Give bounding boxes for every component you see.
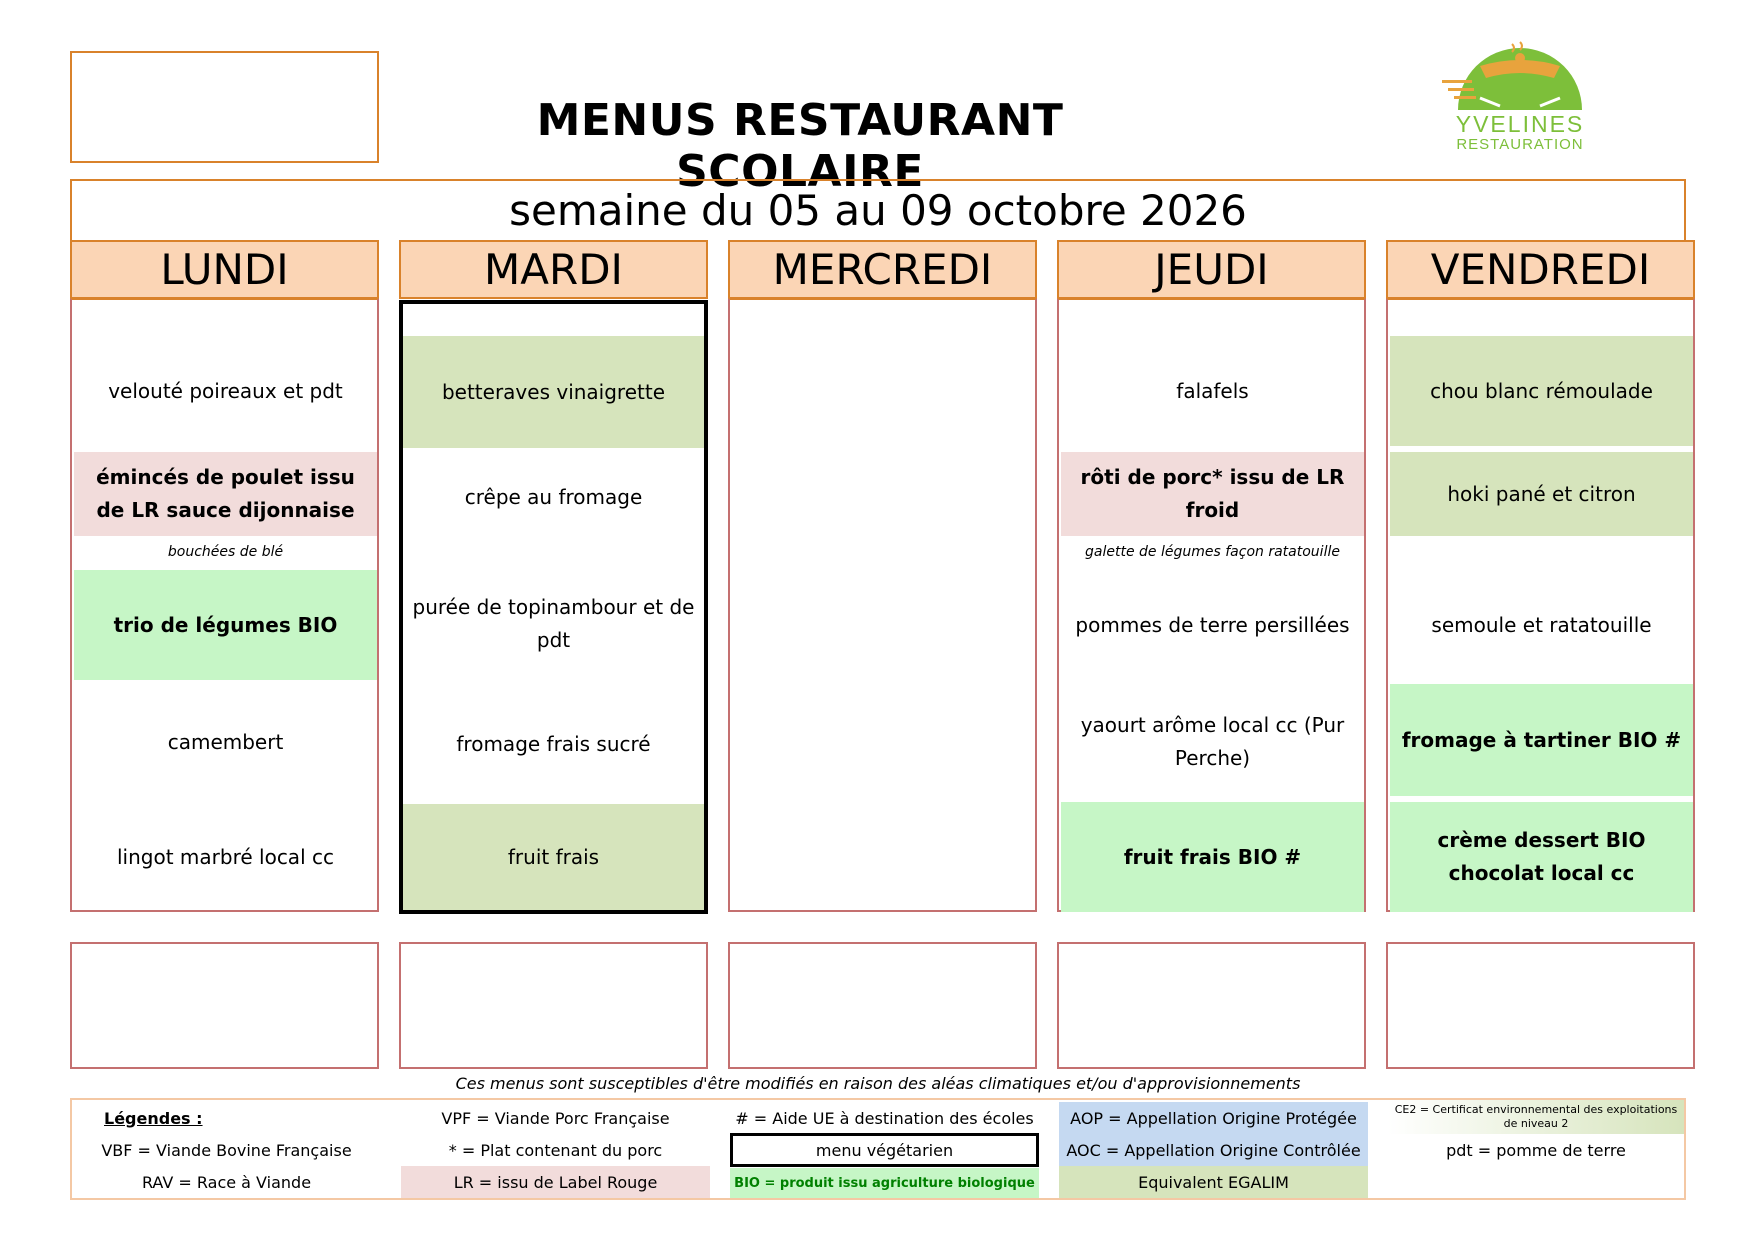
bottom-box-jeudi <box>1057 942 1366 1069</box>
legend-aop: AOP = Appellation Origine Protégée <box>1059 1102 1368 1134</box>
logo-line2: RESTAURATION <box>1456 136 1584 153</box>
dish-cheese: fromage à tartiner BIO # <box>1390 684 1693 796</box>
day-menu <box>728 298 1037 912</box>
day-menu <box>1057 298 1366 912</box>
day-header: VENDREDI <box>1386 240 1695 299</box>
dish-starter: chou blanc rémoulade <box>1390 336 1693 446</box>
dish-starter: velouté poireaux et pdt <box>108 378 343 403</box>
disclaimer-notice: Ces menus sont susceptibles d'être modifiés en raison des aléas climatiques et/ou d'approvisionnements <box>455 1074 1301 1093</box>
dish-veg-alternative: galette de légumes façon ratatouille <box>1085 544 1340 560</box>
bottom-box-mercredi <box>728 942 1037 1069</box>
dish-side: trio de légumes BIO <box>74 570 377 680</box>
bottom-box-mardi <box>399 942 708 1069</box>
dish-cheese: yaourt arôme local cc (Pur Perche) <box>1080 713 1345 770</box>
day-menu <box>1386 298 1695 912</box>
dish-veg-alternative: bouchées de blé <box>167 544 284 560</box>
legend-aide-ue: # = Aide UE à destination des écoles <box>735 1108 1034 1128</box>
bottom-box-lundi <box>70 942 379 1069</box>
page-title: MENUS RESTAURANT SCOLAIRE <box>536 95 1064 197</box>
day-header: MERCREDI <box>728 240 1037 299</box>
day-menu <box>70 298 379 912</box>
legend-ce2: CE2 = Certificat environnemental des exploitations de niveau 2 <box>1388 1100 1684 1134</box>
day-column-mercredi <box>728 240 1037 912</box>
week-title: semaine du 05 au 09 octobre 2026 <box>509 186 1247 235</box>
day-column-lundi <box>70 240 379 912</box>
day-header: MARDI <box>399 240 708 299</box>
legend-title: Légendes : <box>104 1108 203 1128</box>
dish-dessert: lingot marbré local cc <box>117 844 334 869</box>
dish-main: rôti de porc* issu de LR froid <box>1061 452 1364 536</box>
day-menu-vegetarian <box>399 300 708 914</box>
logo-placeholder-box <box>70 51 379 163</box>
legend-pdt: pdt = pomme de terre <box>1446 1140 1626 1160</box>
day-header: JEUDI <box>1057 240 1366 299</box>
cloche-icon <box>1440 40 1600 112</box>
legend-label-rouge: LR = issu de Label Rouge <box>401 1166 710 1198</box>
legend-bio: BIO = produit issu agriculture biologique <box>730 1168 1039 1198</box>
yvelines-restauration-logo <box>1440 40 1600 160</box>
legend-aoc: AOC = Appellation Origine Contrôlée <box>1059 1134 1368 1166</box>
day-column-vendredi <box>1386 240 1695 912</box>
legend-porc: * = Plat contenant du porc <box>448 1140 663 1160</box>
legend-vpf: VPF = Viande Porc Française <box>441 1108 670 1128</box>
legend-vbf: VBF = Viande Bovine Française <box>101 1140 352 1160</box>
dish-side: semoule et ratatouille <box>1431 612 1652 637</box>
dish-starter: falafels <box>1176 378 1249 403</box>
legend-rav: RAV = Race à Viande <box>141 1172 312 1192</box>
dish-dessert: crème dessert BIO chocolat local cc <box>1390 802 1693 912</box>
dish-cheese: fromage frais sucré <box>456 731 651 756</box>
dish-main: crêpe au fromage <box>464 484 643 509</box>
dish-main: hoki pané et citron <box>1390 452 1693 536</box>
week-banner <box>70 179 1686 241</box>
legend-egalim: Equivalent EGALIM <box>1059 1166 1368 1198</box>
dish-dessert: fruit frais BIO # <box>1061 802 1364 912</box>
bottom-box-vendredi <box>1386 942 1695 1069</box>
legend-vegetarian: menu végétarien <box>730 1133 1039 1167</box>
day-column-jeudi <box>1057 240 1366 912</box>
dish-dessert: fruit frais <box>403 804 704 910</box>
dish-main: émincés de poulet issu de LR sauce dijonnaise <box>74 452 377 536</box>
dish-starter: betteraves vinaigrette <box>403 336 704 448</box>
dish-side: pommes de terre persillées <box>1075 612 1350 637</box>
day-header: LUNDI <box>70 240 379 299</box>
day-column-mardi <box>399 240 708 912</box>
dish-side: purée de topinambour et de pdt <box>412 595 695 652</box>
legend <box>70 1098 1686 1200</box>
dish-cheese: camembert <box>167 729 284 754</box>
logo-line1: YVELINES <box>1455 111 1585 137</box>
